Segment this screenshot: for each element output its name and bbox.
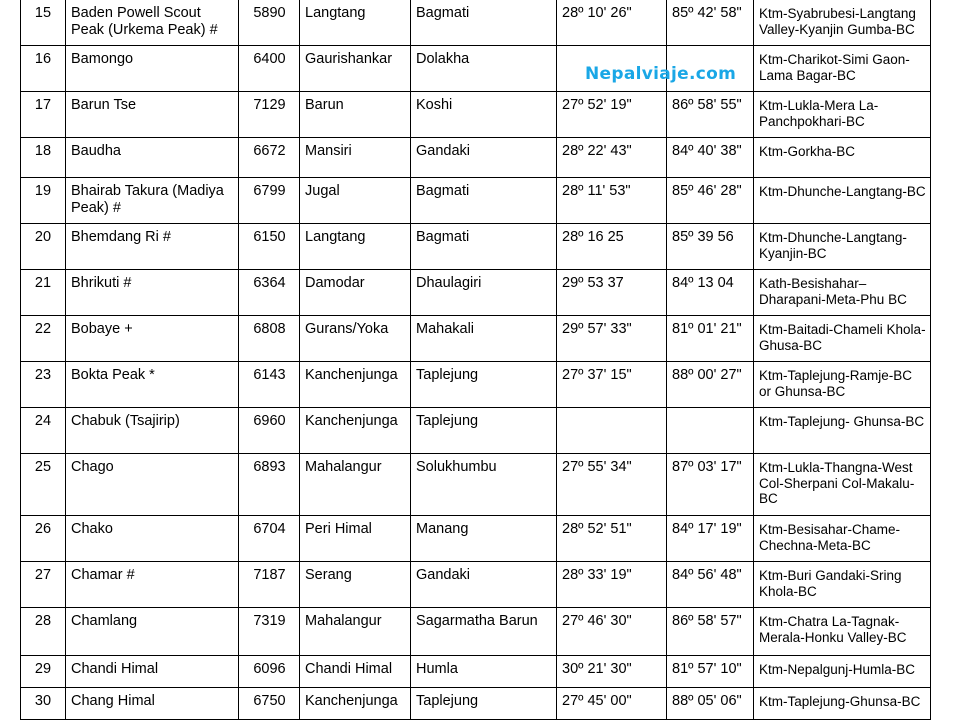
peak-name-cell: Bhemdang Ri # <box>66 224 239 270</box>
longitude-cell: 86º 58' 57" <box>667 608 754 656</box>
row-number-cell: 27 <box>21 562 66 608</box>
peak-height-cell: 7187 <box>239 562 300 608</box>
latitude-cell: 27º 52' 19" <box>557 92 667 138</box>
himal-range-cell: Gurans/Yoka <box>300 316 411 362</box>
himal-range-cell: Mahalangur <box>300 454 411 516</box>
row-number-cell: 26 <box>21 516 66 562</box>
table-row <box>21 270 931 316</box>
approach-route-cell: Kath-Besishahar–Dharapani-Meta-Phu BC <box>754 270 931 316</box>
row-number-cell: 16 <box>21 46 66 92</box>
table-row <box>21 178 931 224</box>
latitude-cell: 29º 53 37 <box>557 270 667 316</box>
peak-name-cell: Chandi Himal <box>66 656 239 688</box>
zone-cell: Dhaulagiri <box>411 270 557 316</box>
row-number-cell: 22 <box>21 316 66 362</box>
table-row <box>21 454 931 516</box>
peak-height-cell: 6893 <box>239 454 300 516</box>
row-number-cell: 17 <box>21 92 66 138</box>
row-number-cell: 29 <box>21 656 66 688</box>
himal-range-cell: Gaurishankar <box>300 46 411 92</box>
latitude-cell <box>557 408 667 454</box>
zone-cell: Gandaki <box>411 138 557 178</box>
latitude-cell: 28º 10' 26" <box>557 0 667 46</box>
peak-height-cell: 6364 <box>239 270 300 316</box>
approach-route-cell: Ktm-Buri Gandaki-Sring Khola-BC <box>754 562 931 608</box>
zone-cell: Taplejung <box>411 362 557 408</box>
approach-route-cell: Ktm-Syabrubesi-Langtang Valley-Kyanjin Gumba-BC <box>754 0 931 46</box>
table-row <box>21 362 931 408</box>
peak-name-cell: Bokta Peak * <box>66 362 239 408</box>
approach-route-cell: Ktm-Nepalgunj-Humla-BC <box>754 656 931 688</box>
peak-name-cell: Bamongo <box>66 46 239 92</box>
peak-name-cell: Baden Powell Scout Peak (Urkema Peak) # <box>66 0 239 46</box>
longitude-cell: 87º 03' 17" <box>667 454 754 516</box>
zone-cell: Dolakha <box>411 46 557 92</box>
peak-name-cell: Chang Himal <box>66 688 239 720</box>
longitude-cell: 84º 40' 38" <box>667 138 754 178</box>
himal-range-cell: Damodar <box>300 270 411 316</box>
row-number-cell: 15 <box>21 0 66 46</box>
zone-cell: Koshi <box>411 92 557 138</box>
longitude-cell: 86º 58' 55" <box>667 92 754 138</box>
peak-name-cell: Bhairab Takura (Madiya Peak) # <box>66 178 239 224</box>
himal-range-cell: Mahalangur <box>300 608 411 656</box>
approach-route-cell: Ktm-Taplejung- Ghunsa-BC <box>754 408 931 454</box>
row-number-cell: 18 <box>21 138 66 178</box>
himal-range-cell: Langtang <box>300 0 411 46</box>
himal-range-cell: Mansiri <box>300 138 411 178</box>
watermark: Nepalviaje.com <box>585 64 737 84</box>
approach-route-cell: Ktm-Dhunche-Langtang-Kyanjin-BC <box>754 224 931 270</box>
approach-route-cell: Ktm-Chatra La-Tagnak-Merala-Honku Valley-BC <box>754 608 931 656</box>
himal-range-cell: Serang <box>300 562 411 608</box>
longitude-cell: 81º 01' 21" <box>667 316 754 362</box>
table-row <box>21 608 931 656</box>
approach-route-cell: Ktm-Baitadi-Chameli Khola-Ghusa-BC <box>754 316 931 362</box>
table-row <box>21 46 931 92</box>
himal-range-cell: Barun <box>300 92 411 138</box>
latitude-cell: 30º 21' 30" <box>557 656 667 688</box>
peak-height-cell: 6704 <box>239 516 300 562</box>
himal-range-cell: Jugal <box>300 178 411 224</box>
latitude-cell: 28º 16 25 <box>557 224 667 270</box>
zone-cell: Gandaki <box>411 562 557 608</box>
table-row <box>21 656 931 688</box>
zone-cell: Taplejung <box>411 688 557 720</box>
himal-range-cell: Kanchenjunga <box>300 362 411 408</box>
approach-route-cell: Ktm-Taplejung-Ghunsa-BC <box>754 688 931 720</box>
row-number-cell: 28 <box>21 608 66 656</box>
peak-name-cell: Barun Tse <box>66 92 239 138</box>
peak-height-cell: 6150 <box>239 224 300 270</box>
himal-range-cell: Kanchenjunga <box>300 408 411 454</box>
himal-range-cell: Chandi Himal <box>300 656 411 688</box>
table-row <box>21 688 931 720</box>
peak-name-cell: Baudha <box>66 138 239 178</box>
peak-height-cell: 6960 <box>239 408 300 454</box>
peaks-table-body <box>21 0 931 720</box>
peak-height-cell: 7129 <box>239 92 300 138</box>
peak-name-cell: Chamlang <box>66 608 239 656</box>
row-number-cell: 25 <box>21 454 66 516</box>
longitude-cell: 84º 17' 19" <box>667 516 754 562</box>
peak-height-cell: 6096 <box>239 656 300 688</box>
zone-cell: Mahakali <box>411 316 557 362</box>
approach-route-cell: Ktm-Lukla-Thangna-West Col-Sherpani Col-Makalu-BC <box>754 454 931 516</box>
zone-cell: Taplejung <box>411 408 557 454</box>
latitude-cell: 28º 33' 19" <box>557 562 667 608</box>
longitude-cell: 85º 42' 58" <box>667 0 754 46</box>
latitude-cell: 28º 11' 53" <box>557 178 667 224</box>
approach-route-cell: Ktm-Gorkha-BC <box>754 138 931 178</box>
table-row <box>21 516 931 562</box>
approach-route-cell: Ktm-Lukla-Mera La-Panchpokhari-BC <box>754 92 931 138</box>
longitude-cell: 85º 39 56 <box>667 224 754 270</box>
longitude-cell: 85º 46' 28" <box>667 178 754 224</box>
zone-cell: Bagmati <box>411 178 557 224</box>
longitude-cell: 84º 56' 48" <box>667 562 754 608</box>
zone-cell: Sagarmatha Barun <box>411 608 557 656</box>
peak-name-cell: Bhrikuti # <box>66 270 239 316</box>
row-number-cell: 23 <box>21 362 66 408</box>
peak-height-cell: 6143 <box>239 362 300 408</box>
peak-name-cell: Bobaye + <box>66 316 239 362</box>
latitude-cell: 29º 57' 33" <box>557 316 667 362</box>
peak-name-cell: Chamar # <box>66 562 239 608</box>
latitude-cell: 27º 55' 34" <box>557 454 667 516</box>
longitude-cell: 84º 13 04 <box>667 270 754 316</box>
peak-height-cell: 5890 <box>239 0 300 46</box>
table-row <box>21 408 931 454</box>
latitude-cell: 28º 22' 43" <box>557 138 667 178</box>
row-number-cell: 30 <box>21 688 66 720</box>
table-row <box>21 0 931 46</box>
zone-cell: Solukhumbu <box>411 454 557 516</box>
zone-cell: Manang <box>411 516 557 562</box>
latitude-cell: 27º 37' 15" <box>557 362 667 408</box>
peak-name-cell: Chako <box>66 516 239 562</box>
row-number-cell: 19 <box>21 178 66 224</box>
peak-height-cell: 7319 <box>239 608 300 656</box>
approach-route-cell: Ktm-Taplejung-Ramje-BC or Ghunsa-BC <box>754 362 931 408</box>
row-number-cell: 24 <box>21 408 66 454</box>
zone-cell: Bagmati <box>411 0 557 46</box>
latitude-cell: 27º 45' 00" <box>557 688 667 720</box>
peak-height-cell: 6799 <box>239 178 300 224</box>
peak-height-cell: 6400 <box>239 46 300 92</box>
approach-route-cell: Ktm-Besisahar-Chame-Chechna-Meta-BC <box>754 516 931 562</box>
peaks-table <box>20 0 931 720</box>
table-row <box>21 138 931 178</box>
himal-range-cell: Kanchenjunga <box>300 688 411 720</box>
row-number-cell: 20 <box>21 224 66 270</box>
table-row <box>21 316 931 362</box>
approach-route-cell: Ktm-Charikot-Simi Gaon-Lama Bagar-BC <box>754 46 931 92</box>
peak-height-cell: 6750 <box>239 688 300 720</box>
zone-cell: Bagmati <box>411 224 557 270</box>
himal-range-cell: Langtang <box>300 224 411 270</box>
longitude-cell: 81º 57' 10" <box>667 656 754 688</box>
longitude-cell <box>667 408 754 454</box>
approach-route-cell: Ktm-Dhunche-Langtang-BC <box>754 178 931 224</box>
row-number-cell: 21 <box>21 270 66 316</box>
peak-name-cell: Chabuk (Tsajirip) <box>66 408 239 454</box>
longitude-cell: 88º 00' 27" <box>667 362 754 408</box>
latitude-cell: 27º 46' 30" <box>557 608 667 656</box>
table-row <box>21 562 931 608</box>
table-row <box>21 224 931 270</box>
latitude-cell: 28º 52' 51" <box>557 516 667 562</box>
table-row <box>21 92 931 138</box>
peak-height-cell: 6672 <box>239 138 300 178</box>
longitude-cell: 88º 05' 06" <box>667 688 754 720</box>
himal-range-cell: Peri Himal <box>300 516 411 562</box>
zone-cell: Humla <box>411 656 557 688</box>
peak-height-cell: 6808 <box>239 316 300 362</box>
peak-name-cell: Chago <box>66 454 239 516</box>
